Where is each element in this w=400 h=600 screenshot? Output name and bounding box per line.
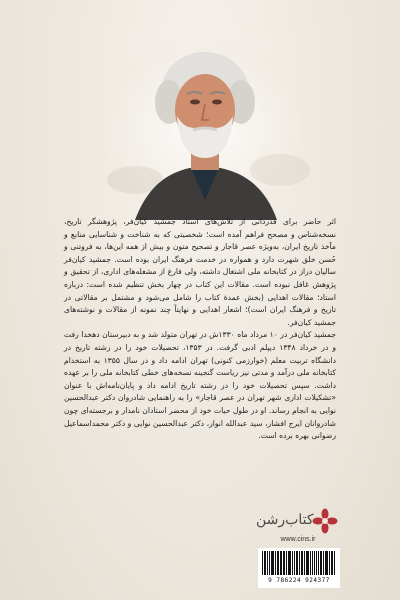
bio-paragraph-1: اثر حاضر برای قدردانی از تلاش‌های استاد جمشید کیان‌فر، پژوهشگر تاریخ، نسخه‌شناس و مصحح فراهم آمده است؛ شخصیتی که به شناخت و شناسایی منابع و مآخذ تاریخ ایران، به‌ویژه عصر قاجار و تصحیح متون و بیش از همه این‌ها، به فروتنی و حُسن خلق شهرت دارد و همواره در خدمت فرهنگ ایران بوده است. جمشید کیان‌فر سالیان دراز در کتابخانه ملی اشتغال داشته، ولی فارغ از مشغله‌های اداری، از تحقیق و پژوهش غافل نبوده است. مقالات این کتاب در چهار بخش تنظیم شده است: درباره استاد؛ مقالات اهدایی (بخش عمدهٔ کتاب را شامل می‌شود و مشتمل بر مقالاتی در تاریخ و فرهنگ ایران است)؛ اشعار اهدایی و نهایتاً چند نمونه از مقالات و نوشته‌های جمشید کیان‌فر. bbox=[64, 217, 336, 327]
bio-paragraph-2: جمشید کیان‌فر در ۱۰ مرداد ماه ۱۳۳۰ش در تهران متولد شد و به دبیرستان دهخدا رفت و در خرداد ۱۳۴۸ دیپلم ادبی گرفت. در ۱۳۵۳، تحصیلات خود را در رشته تاریخ در دانشگاه تربیت معلم (خوارزمی کنونی) تهران ادامه داد و در سال ۱۳۵۵ به استخدام کتابخانه ملی درآمد و مدتی نیز ریاست گنجینه نسخه‌های خطی کتابخانه ملی را بر عهده داشت. سپس تحصیلات خود را در رشته تاریخ ادامه داد و پایان‌نامه‌اش با عنوان «تشکیلات اداری شهر تهران در عصر قاجار» را به راهنمایی شادروان دکتر عبدالحسین نوایی به انجام رساند. او در طول حیات خود از محضر استادان نامدار و برجسته‌ای چون شادروانان ایرج افشار، سید عبدالله انوار، دکتر عبدالحسین نوایی و دکتر محمداسماعیل رضوانی بهره برده است. bbox=[64, 330, 337, 441]
author-biography bbox=[64, 216, 336, 443]
author-portrait bbox=[95, 30, 315, 220]
barcode-number: 9 786224 924377 bbox=[268, 577, 330, 584]
barcode-bars bbox=[262, 551, 336, 575]
isbn-barcode bbox=[258, 548, 340, 588]
flower-icon bbox=[312, 508, 338, 534]
publisher-name: کتاب‌رشن bbox=[256, 512, 314, 528]
publisher-website: www.cins.ir bbox=[280, 536, 316, 543]
